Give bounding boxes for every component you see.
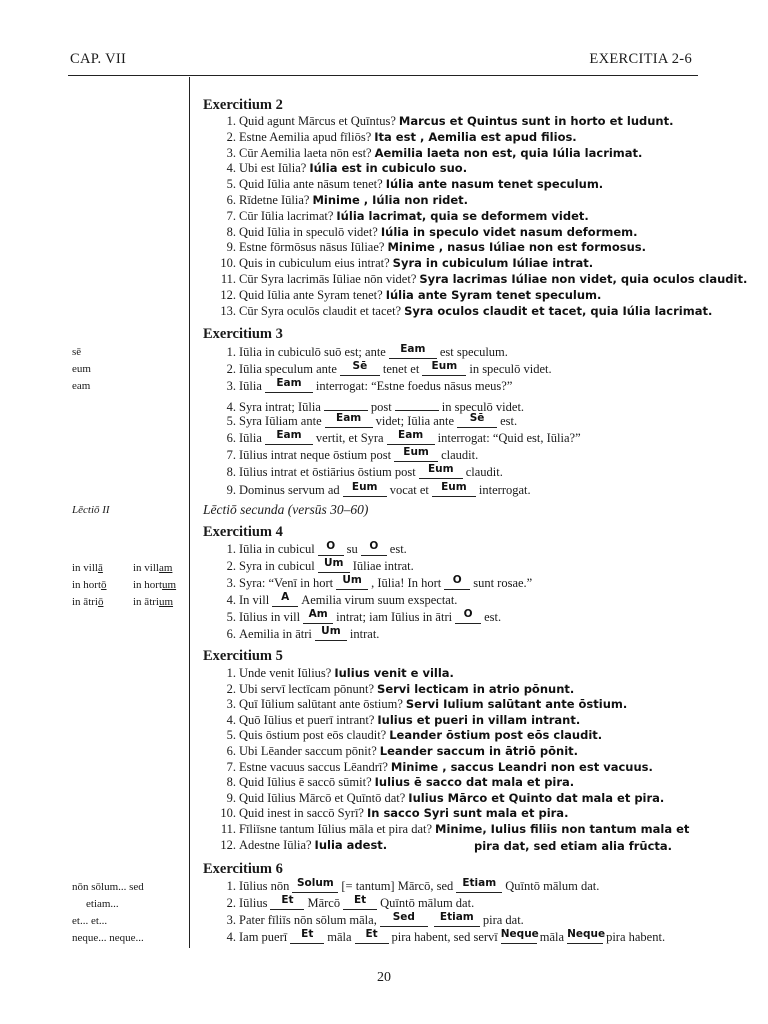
item-number: 8. — [226, 224, 236, 239]
item-number: 1. — [226, 542, 236, 556]
answer-text: Syra lacrimas Iúliae non videt, quia oculos claudit. — [419, 272, 748, 286]
ex4-line — [214, 593, 457, 608]
answer-blank — [272, 593, 298, 607]
ex3-line — [214, 362, 552, 377]
answer-text: Servi Iulium salūtant ante ōstium. — [405, 697, 628, 712]
item-number: 11. — [220, 822, 236, 836]
answer-blank — [336, 576, 368, 590]
answer-text: Iúlia in speculo videt nasum deformem. — [380, 224, 638, 239]
item-number: 4. — [226, 593, 236, 607]
page-header-right: EXERCITIA 2-6 — [589, 51, 692, 67]
item-number: 12. — [220, 287, 236, 302]
sentence-text: est. — [500, 413, 518, 428]
answer-blank — [318, 559, 350, 573]
sentence-text: vertit, et Syra — [315, 431, 384, 445]
ex4-line — [214, 610, 501, 625]
ex2-item — [214, 240, 646, 255]
sentence-text: Syra intrat; Iūlia — [239, 399, 321, 414]
answer-blank — [292, 879, 338, 893]
lectio-margin: Lēctiō II — [72, 504, 110, 516]
answer-text: Iúlia ante Syram tenet speculum. — [385, 287, 602, 302]
filled-answer: Sed — [392, 911, 415, 923]
sentence-text: tenet et — [382, 362, 420, 377]
answer-blank — [343, 896, 377, 910]
answer-blank — [501, 930, 537, 944]
ex5-item — [214, 775, 574, 790]
ex2-item — [214, 146, 642, 161]
filled-answer: Eam — [276, 429, 302, 441]
filled-answer: Etiam — [439, 911, 474, 923]
answer-blank — [355, 930, 389, 944]
item-number: 4. — [226, 399, 236, 414]
ex5-item — [214, 744, 578, 759]
sentence-text: su — [346, 542, 358, 556]
ex2-item — [214, 288, 601, 303]
item-number: 2. — [226, 681, 236, 696]
ex4-line — [214, 576, 532, 591]
ex5-title: Exercitium 5 — [203, 648, 283, 664]
item-number: 12. — [220, 837, 236, 852]
margin-stem: in vill — [133, 562, 159, 574]
answer-blank — [432, 480, 476, 497]
sentence-text: Syra in cubicul — [239, 559, 315, 573]
sentence-text: in speculō videt. — [441, 399, 525, 414]
question-text: Estne fōrmōsus nāsus Iūliae? — [239, 240, 385, 255]
sentence-text: videt; Iūlia ante — [375, 413, 455, 428]
sentence-text: māla — [327, 930, 352, 944]
item-number: 1. — [226, 879, 236, 893]
ex5-item — [214, 697, 627, 712]
ex4-line — [214, 627, 379, 642]
sentence-text: Iūlius nōn — [239, 879, 290, 893]
item-number: 9. — [226, 240, 236, 255]
answer-blank — [434, 913, 480, 927]
answer-text: Aemilia laeta non est, quia Iúlia lacrimat. — [374, 145, 643, 160]
answer-text: Iúlia ante nasum tenet speculum. — [385, 177, 604, 192]
ex3-line — [214, 480, 531, 498]
item-number: 3. — [226, 145, 236, 160]
question-text: Quis ōstium post eōs claudit? — [239, 728, 387, 743]
sentence-text: claudit. — [441, 448, 479, 463]
answer-blank — [457, 411, 497, 428]
answer-text: Iulius et pueri in villam intrant. — [377, 712, 581, 727]
sentence-text: est. — [389, 542, 407, 556]
item-number: 11. — [220, 272, 236, 286]
item-number: 5. — [226, 413, 236, 428]
sentence-text: Quīntō mālum dat. — [380, 896, 475, 910]
question-text: Estne Aemilia apud fīliōs? — [239, 129, 372, 144]
answer-text: Iúlia est in cubiculo suo. — [309, 161, 468, 176]
question-text: Quī Iūlium salūtant ante ōstium? — [239, 697, 403, 712]
question-text: Quid inest in saccō Syrī? — [239, 806, 364, 821]
ex2-item — [214, 177, 603, 192]
filled-answer: Etiam — [462, 877, 497, 889]
sentence-text: sunt rosae.” — [473, 576, 533, 590]
item-number: 10. — [220, 256, 236, 271]
sentence-text: māla — [539, 930, 565, 944]
question-text: Cūr Iūlia lacrimat? — [239, 208, 334, 223]
item-number: 2. — [226, 559, 236, 573]
sentence-text: post — [370, 399, 392, 414]
item-number: 10. — [220, 806, 236, 821]
answer-text: Minime, Iulius filiis non tantum mala et — [435, 822, 690, 836]
question-text: Quid Iūlia in speculō videt? — [239, 224, 378, 239]
filled-answer: Um — [323, 557, 344, 569]
page-number: 20 — [377, 970, 391, 985]
ex5-item — [214, 822, 689, 837]
sentence-text: [= tantum] Mārcō, sed — [341, 879, 454, 893]
sentence-text: interrogat: “Quid est, Iūlia?” — [437, 431, 581, 445]
answer-text: Minime , Iúlia non ridet. — [312, 193, 469, 207]
item-number: 9. — [226, 790, 236, 805]
sentence-text: Iūliae intrat. — [352, 559, 414, 573]
filled-answer: O — [452, 574, 462, 586]
ex6-margin-3: et... et... — [72, 915, 108, 927]
margin-stem: in ātri — [133, 596, 159, 608]
ex4-line — [214, 559, 414, 574]
sentence-text: Quīntō mālum dat. — [505, 879, 600, 893]
answer-text: Iulius Mārco et Quinto dat mala et pira. — [408, 790, 665, 805]
item-number: 6. — [226, 627, 236, 641]
question-text: Cūr Syra oculōs claudit et tacet? — [239, 303, 402, 318]
sentence-text: Aemilia virum suum exspectat. — [301, 593, 458, 607]
answer-blank — [290, 930, 324, 944]
question-text: Ubi Lēander saccum pōnit? — [239, 744, 377, 758]
margin-stem: in hort — [72, 579, 102, 591]
sentence-text: Iūlia — [239, 379, 262, 394]
filled-answer: O — [326, 540, 336, 552]
sentence-text: pira habent. — [606, 930, 666, 944]
ex6-line — [214, 879, 599, 894]
margin-divider — [189, 77, 190, 948]
sentence-text: Aemilia in ātri — [239, 627, 312, 641]
sentence-text: Syra: “Venī in hort — [239, 576, 334, 590]
margin-ending: am — [158, 562, 173, 574]
filled-answer: Et — [354, 894, 367, 906]
item-number: 3. — [226, 697, 236, 712]
ex2-item — [214, 114, 674, 129]
question-text: Quid Iūlius ē saccō sūmit? — [239, 775, 372, 790]
filled-answer: A — [281, 591, 290, 603]
ex3-line — [214, 465, 503, 480]
sentence-text: Iūlia speculum ante — [239, 362, 337, 377]
ex2-item — [214, 209, 589, 224]
ex3-line — [214, 431, 581, 446]
ex6-margin-4: neque... neque... — [72, 932, 144, 944]
item-number: 7. — [226, 208, 236, 223]
answer-text: Leander saccum in ātriō pōnit. — [379, 744, 579, 758]
filled-answer: Solum — [296, 877, 334, 889]
ex2-item — [214, 256, 593, 271]
filled-answer: Eum — [431, 360, 458, 373]
filled-answer: Eum — [403, 446, 429, 459]
sentence-text: pira habent, sed servī — [391, 930, 498, 944]
sentence-text: Pater fīliīs nōn sōlum māla, — [239, 913, 377, 927]
answer-blank — [395, 397, 439, 411]
item-number: 1. — [226, 345, 236, 359]
question-text: Estne vacuus saccus Lēandrī? — [239, 759, 388, 774]
answer-text: Minime , saccus Leandri non est vacuus. — [390, 759, 653, 774]
item-number: 1. — [226, 114, 236, 128]
margin-ending: ō — [101, 579, 107, 591]
ex6-margin-2: etiam... — [86, 898, 119, 910]
ex3-margin-eum: eum — [72, 363, 91, 375]
sentence-text: Mārcō — [307, 896, 341, 910]
ex6-line — [214, 913, 524, 928]
ex2-title: Exercitium 2 — [203, 97, 283, 113]
item-number: 1. — [226, 666, 236, 680]
answer-blank — [456, 879, 502, 893]
filled-answer: Eum — [441, 480, 467, 493]
ex2-item — [214, 272, 747, 287]
ex4-margin-accusative — [133, 562, 172, 575]
ex3-line — [214, 448, 478, 463]
ex2-item — [214, 161, 467, 176]
ex4-title: Exercitium 4 — [203, 524, 283, 540]
filled-answer: Eum — [427, 463, 454, 476]
filled-answer: O — [463, 608, 473, 620]
filled-answer: O — [369, 540, 379, 552]
ex4-margin-accusative — [133, 596, 173, 609]
item-number: 7. — [226, 448, 236, 463]
item-number: 2. — [226, 129, 236, 144]
answer-text: Iulius venit e villa. — [334, 666, 454, 680]
sentence-text: interrogat. — [478, 482, 531, 497]
answer-blank — [315, 627, 347, 641]
ex5-item — [214, 791, 664, 806]
sentence-text: claudit. — [465, 465, 503, 480]
item-number: 4. — [226, 930, 236, 944]
question-text: Quid Iūlia ante nāsum tenet? — [239, 177, 383, 192]
answer-blank — [265, 379, 313, 393]
item-number: 8. — [226, 775, 236, 790]
ex5-item — [214, 666, 454, 681]
ex5-item — [214, 760, 653, 775]
answer-blank — [422, 362, 466, 376]
item-number: 9. — [226, 482, 236, 497]
answer-blank — [324, 397, 368, 411]
answer-text: Iulia adest. — [314, 837, 388, 852]
sentence-text: est speculum. — [439, 345, 508, 359]
ex6-title: Exercitium 6 — [203, 861, 283, 877]
ex3-margin-se: sē — [72, 346, 82, 358]
item-number: 5. — [226, 177, 236, 192]
item-number: 4. — [226, 161, 236, 176]
question-text: Cūr Aemilia laeta nōn est? — [239, 145, 372, 160]
sentence-text: Iūlius intrat et ōstiārius ōstium post — [239, 465, 416, 480]
sentence-text: Iūlius in vill — [239, 610, 301, 624]
ex3-title: Exercitium 3 — [203, 326, 283, 342]
item-number: 7. — [226, 759, 236, 774]
filled-answer: Um — [321, 625, 341, 637]
sentence-text: pira dat. — [482, 913, 524, 927]
filled-answer: Sē — [352, 360, 368, 373]
sentence-text: est. — [484, 610, 502, 624]
answer-text: Syra oculos claudit et tacet, quia Iúlia lacrimat. — [404, 303, 713, 318]
margin-stem: in vill — [72, 562, 98, 574]
item-number: 6. — [226, 431, 236, 445]
ex3-line — [214, 345, 508, 360]
item-number: 4. — [226, 712, 236, 727]
sentence-text: Iūlius — [239, 896, 268, 910]
answer-blank — [340, 362, 380, 376]
answer-blank — [318, 542, 344, 556]
filled-answer: Et — [365, 928, 378, 940]
item-number: 3. — [226, 576, 236, 590]
ex4-line — [214, 542, 407, 557]
ex4-margin-ablative — [72, 562, 103, 575]
ex4-margin-ablative — [72, 596, 103, 609]
sentence-text: Dominus servum ad — [239, 482, 340, 497]
answer-text: In sacco Syri sunt mala et pira. — [366, 806, 569, 821]
margin-ending: ō — [97, 596, 104, 608]
question-text: Unde venit Iūlius? — [239, 666, 332, 680]
ex5-item — [214, 682, 574, 697]
sentence-text: intrat. — [349, 627, 380, 641]
item-number: 6. — [226, 193, 236, 207]
answer-blank — [265, 431, 313, 445]
ex2-item — [214, 130, 577, 145]
margin-stem: in hort — [133, 579, 163, 591]
answer-text: Ita est , Aemilia est apud filios. — [374, 129, 577, 144]
sentence-text: in speculō videt. — [469, 362, 552, 377]
sentence-text: interrogat: “Estne foedus nāsus meus?” — [315, 379, 513, 394]
answer-blank — [303, 610, 333, 624]
sentence-text: In vill — [239, 593, 270, 607]
item-number: 2. — [226, 896, 236, 910]
answer-blank — [567, 928, 606, 944]
margin-ending: um — [162, 579, 177, 591]
ex4-margin-ablative — [72, 579, 107, 592]
question-text: Quid Iūlius Mārcō et Quīntō dat? — [239, 790, 406, 805]
answer-text: Servi lecticam in atrio pōnunt. — [377, 681, 575, 696]
sentence-text: , Iūlia! In hort — [371, 576, 442, 590]
ex3-line — [214, 379, 512, 394]
question-text: Quō Iūlius et puerī intrant? — [239, 712, 375, 727]
ex2-item — [214, 304, 712, 319]
ex4-margin-accusative — [133, 579, 176, 592]
item-number: 3. — [226, 913, 236, 927]
answer-text: Iulius ē sacco dat mala et pira. — [374, 775, 575, 790]
question-text: Quid agunt Mārcus et Quīntus? — [239, 114, 396, 128]
ex6-line — [214, 930, 665, 945]
ex5-item — [214, 728, 602, 743]
filled-answer: Eam — [276, 377, 302, 390]
filled-answer: Sē — [469, 411, 485, 424]
sentence-text: Iūlius intrat neque ōstium post — [239, 448, 392, 463]
answer-text: Syra in cubiculum Iúliae intrat. — [392, 256, 594, 271]
item-number: 5. — [226, 610, 236, 624]
filled-answer: Et — [301, 928, 314, 940]
sentence-text: vocat et — [389, 482, 429, 497]
filled-answer: Eam — [336, 411, 362, 424]
ex5-answer-continuation: pira dat, sed etiam alia frūcta. — [474, 839, 673, 853]
answer-blank — [455, 610, 481, 624]
answer-blank — [389, 345, 437, 359]
sentence-text: Iūlia in cubiculō suō est; ante — [239, 345, 386, 359]
item-number: 13. — [220, 303, 236, 318]
answer-blank — [387, 431, 435, 445]
header-rule — [68, 75, 698, 76]
answer-blank — [270, 896, 304, 910]
item-number: 2. — [226, 362, 236, 377]
answer-blank — [419, 465, 463, 479]
answer-blank — [325, 411, 373, 428]
answer-blank — [444, 576, 470, 590]
answer-blank — [361, 542, 387, 556]
sentence-text: intrat; iam Iūlius in ātri — [336, 610, 453, 624]
filled-answer: Neque — [500, 928, 539, 940]
question-text: Fīliīsne tantum Iūlius māla et pira dat? — [239, 822, 433, 836]
question-text: Quis in cubiculum eius intrat? — [239, 256, 390, 271]
filled-answer: Eum — [351, 480, 378, 493]
filled-answer: Eam — [398, 429, 424, 441]
ex3-line — [214, 411, 518, 429]
sentence-text: Iūlia — [239, 431, 262, 445]
filled-answer: Eam — [400, 343, 426, 355]
question-text: Adestne Iūlia? — [239, 837, 312, 852]
item-number: 3. — [226, 379, 236, 394]
ex5-item — [214, 806, 568, 821]
filled-answer: Am — [308, 608, 328, 620]
item-number: 6. — [226, 744, 236, 758]
ex6-line — [214, 896, 474, 911]
sentence-text: Syra Iūliam ante — [239, 413, 322, 428]
sentence-text: Iam puerī — [239, 930, 288, 944]
margin-ending: um — [158, 596, 174, 608]
filled-answer: Neque — [567, 928, 606, 940]
answer-text: Iúlia lacrimat, quia se deformem videt. — [336, 208, 589, 223]
sentence-text: Iūlia in cubicul — [239, 542, 315, 556]
answer-blank — [343, 480, 387, 497]
page-header-left: CAP. VII — [70, 51, 127, 67]
answer-text: Marcus et Quintus sunt in horto et ludunt. — [398, 114, 674, 128]
answer-text: Leander ōstium post eōs claudit. — [389, 728, 603, 743]
ex5-item — [214, 713, 580, 728]
item-number: 8. — [226, 465, 236, 480]
filled-answer: Um — [342, 574, 362, 586]
question-text: Rīdetne Iūlia? — [239, 193, 310, 207]
answer-text: Minime , nasus Iúliae non est formosus. — [387, 240, 646, 255]
answer-blank — [380, 913, 428, 927]
ex6-margin-1: nōn sōlum... sed — [72, 881, 144, 893]
ex2-item — [214, 225, 638, 240]
answer-blank — [394, 448, 438, 462]
ex5-item — [214, 838, 387, 853]
item-number: 5. — [226, 728, 236, 743]
question-text: Ubi servī lectīcam pōnunt? — [239, 681, 375, 696]
ex3-margin-eam: eam — [72, 380, 91, 392]
margin-ending: ā — [97, 562, 103, 574]
question-text: Cūr Syra lacrimās Iūliae nōn videt? — [239, 272, 417, 286]
ex2-item — [214, 193, 468, 208]
question-text: Quid Iūlia ante Syram tenet? — [239, 287, 383, 302]
margin-stem: in ātri — [72, 596, 98, 608]
lectio-title: Lēctiō secunda (versūs 30–60) — [203, 502, 369, 517]
question-text: Ubi est Iūlia? — [239, 161, 307, 176]
filled-answer: Et — [281, 894, 294, 906]
